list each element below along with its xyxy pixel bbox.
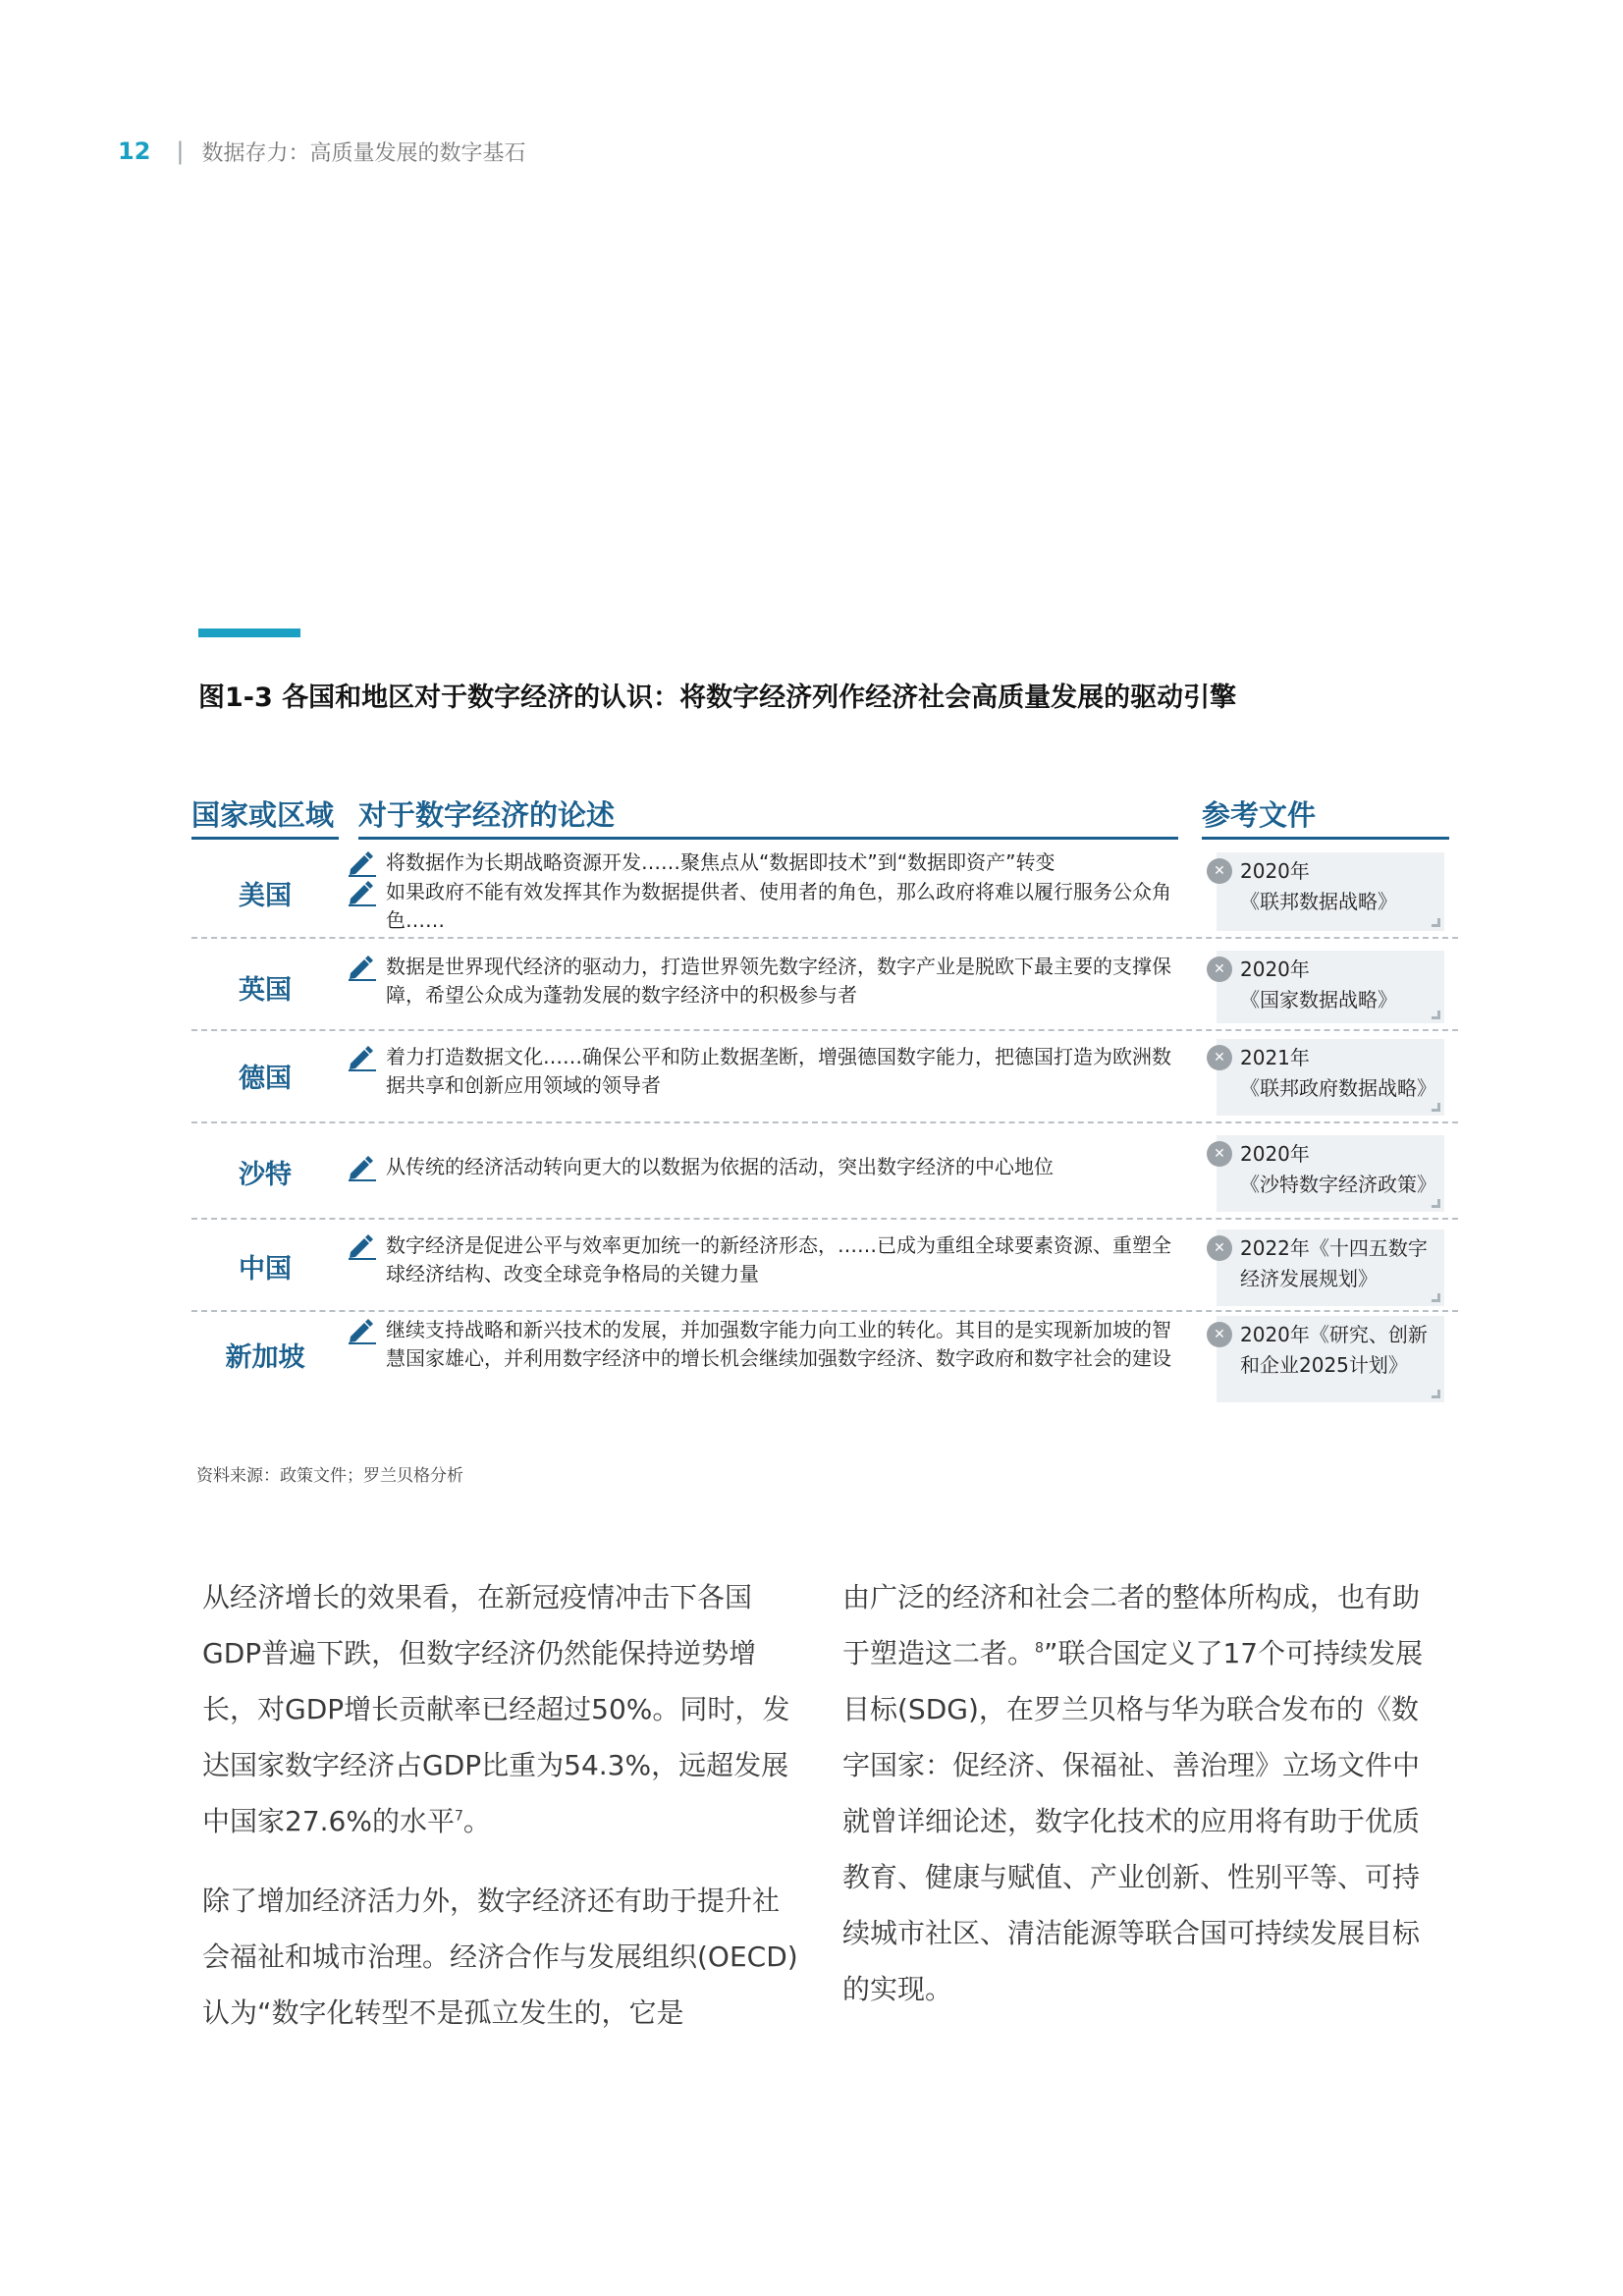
column-underline-statement [358,837,1178,840]
country-name: 美国 [239,881,292,911]
pin-icon: ✕ [1207,957,1232,982]
statement-text: 将数据作为长期战略资源开发……聚焦点从“数据即技术”到“数据即资产”转变 [386,850,1055,874]
reference-text [1240,1139,1436,1200]
table-row [191,1123,1458,1220]
pen-icon [347,1317,378,1344]
reference-line: 2020年 [1240,957,1310,981]
reference-text [1240,1233,1428,1294]
country-name: 沙特 [239,1160,292,1190]
body-paragraph: 除了增加经济活力外，数字经济还有助于提升社会福祉和城市治理。经济合作与发展组织(OECD)认为“数字化转型不是孤立发生的，它是 [202,1885,798,2029]
reference-line: 2020年 [1240,859,1310,883]
pen-icon [347,879,378,906]
pin-icon: ✕ [1207,1322,1232,1347]
table-row [191,1220,1458,1312]
running-title: 数据存力：高质量发展的数字基石 [201,140,526,166]
country-name: 新加坡 [225,1342,305,1373]
table-row [191,845,1458,939]
reference-box [1214,1316,1444,1402]
pin-icon: ✕ [1207,858,1232,884]
reference-line: 2021年 [1240,1046,1310,1069]
country-name: 德国 [239,1064,292,1094]
statement-text: 从传统的经济活动转向更大的以数据为依据的活动，突出数字经济的中心地位 [386,1155,1054,1178]
figure-source: 资料来源：政策文件；罗兰贝格分析 [196,1466,463,1486]
paragraph-text: 从经济增长的效果看，在新冠疫情冲击下各国GDP普遍下跌，但数字经济仍然能保持逆势增长，对GDP增长贡献率已经超过50%。同时，发达国家数字经济占GDP比重为54.3%，远超发展中国家27.6%的水平 [202,1581,790,1837]
statement-text: 如果政府不能有效发挥其作为数据提供者、使用者的角色，那么政府将难以履行服务公众角色…… [386,880,1171,932]
paragraph-text: 。 [462,1805,491,1837]
reference-line: 2020年 [1240,1142,1310,1166]
pen-icon [347,1044,378,1071]
reference-box [1214,852,1444,931]
column-header-reference: 参考文件 [1202,798,1317,832]
body-column-right [842,1569,1443,2017]
page-number: 12 [118,137,151,165]
statement-text: 着力打造数据文化……确保公平和防止数据垄断，增强德国数字能力，把德国打造为欧洲数据共享和创新应用领域的领导者 [386,1045,1171,1097]
pen-icon [347,1232,378,1260]
table-row [191,1312,1458,1410]
paragraph-text: 由广泛的经济和社会二者的整体所构成，也有助于塑造这二者。 [842,1581,1421,1669]
pin-icon: ✕ [1207,1235,1232,1261]
statement-item [347,878,1368,935]
reference-line: 《国家数据战略》 [1240,988,1397,1011]
reference-box [1214,1039,1444,1116]
table-row [191,939,1458,1031]
pin-icon: ✕ [1207,1045,1232,1070]
footnote-ref: 7 [454,1808,463,1825]
figure-title: 图1-3 各国和地区对于数字经济的认识：将数字经济列作经济社会高质量发展的驱动引擎 [198,683,1237,713]
column-underline-country [191,837,339,840]
footnote-ref: 8 [1035,1640,1044,1657]
country-name: 中国 [239,1254,292,1285]
reference-line: 《沙特数字经济政策》 [1240,1173,1436,1196]
reference-text [1240,856,1397,917]
reference-line: 和企业2025计划》 [1240,1353,1408,1377]
reference-line: 2020年《研究、创新 [1240,1323,1428,1346]
reference-text [1240,955,1397,1015]
pen-icon [347,1154,378,1181]
body-paragraph [842,1569,1443,2017]
column-header-statement: 对于数字经济的论述 [358,798,616,832]
reference-line: 2022年《十四五数字 [1240,1236,1428,1260]
column-underline-reference [1202,837,1449,840]
paragraph-text: ”联合国定义了17个可持续发展目标(SDG)，在罗兰贝格与华为联合发布的《数字国家：促经济、保福祉、善治理》立场文件中就曾详细论述，数字化技术的应用将有助于优质教育、健康与赋值、产业创新、性别平等、可持续城市社区、清洁能源等联合国可持续发展目标的实现。 [842,1637,1424,2005]
body-paragraph [202,1569,803,1849]
reference-line: 《联邦政府数据战略》 [1240,1076,1436,1100]
reference-text [1240,1320,1428,1381]
body-column-left [202,1569,803,2041]
pen-icon [347,954,378,981]
accent-bar [198,629,300,637]
reference-line: 经济发展规划》 [1240,1267,1378,1290]
reference-box [1214,1135,1444,1212]
reference-text [1240,1043,1436,1104]
reference-box [1214,1230,1444,1306]
statement-text: 数字经济是促进公平与效率更加统一的新经济形态，……已成为重组全球要素资源、重塑全球经济结构、改变全球竞争格局的关键力量 [386,1233,1171,1285]
reference-box [1214,951,1444,1023]
reference-line: 《联邦数据战略》 [1240,890,1397,913]
statement-text: 继续支持战略和新兴技术的发展，并加强数字能力向工业的转化。其目的是实现新加坡的智慧国家雄心，并利用数字经济中的增长机会继续加强数字经济、数字政府和数字社会的建设 [386,1318,1171,1370]
table-row [191,1031,1458,1123]
pin-icon: ✕ [1207,1141,1232,1167]
country-name: 英国 [239,975,292,1006]
running-header [118,134,526,169]
statement-text: 数据是世界现代经济的驱动力，打造世界领先数字经济，数字产业是脱欧下最主要的支撑保障，希望公众成为蓬勃发展的数字经济中的积极参与者 [386,955,1171,1007]
header-separator: | [176,137,185,165]
column-header-country: 国家或区域 [191,798,335,832]
pen-icon [347,849,378,877]
